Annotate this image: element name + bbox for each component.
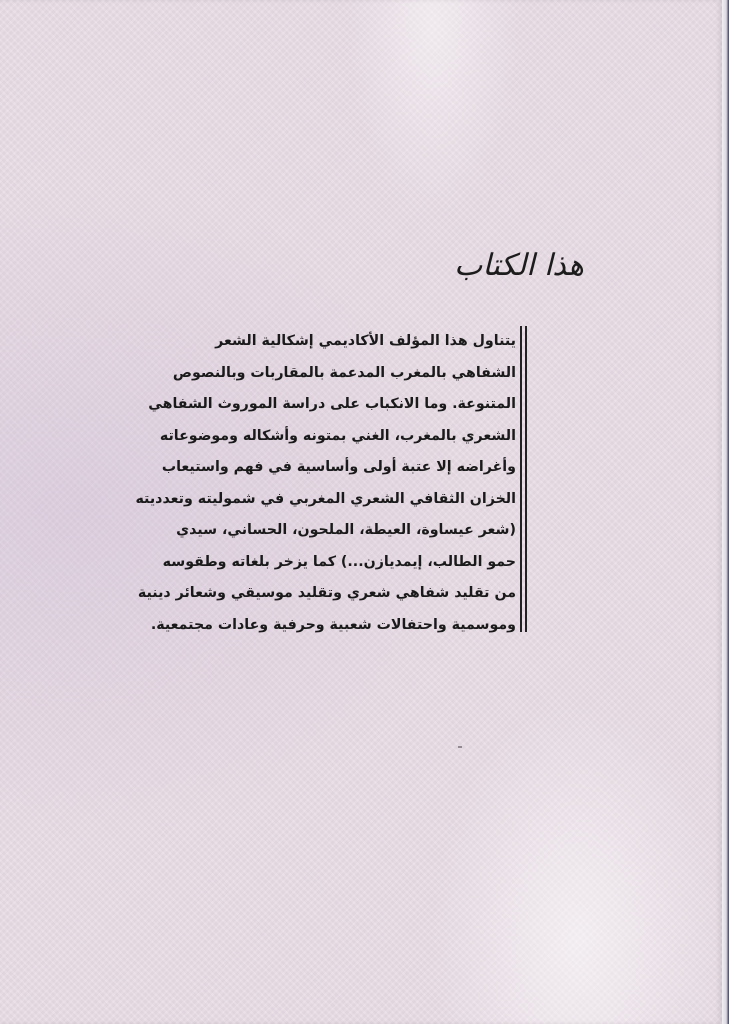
blurb-line: وأغراضه إلا عتبة أولى وأساسية في فهم واستيعاب [161,459,516,475]
book-spine-edge [722,0,729,1024]
blurb-line: المتنوعة. وما الانكباب على دراسة الموروث الشفاهي [148,396,516,412]
blurb-paragraph [135,326,516,641]
vertical-rule-right [525,326,527,632]
vertical-rule-left [520,326,522,632]
cover-heading: هذا الكتاب [454,248,584,283]
blurb-line: من تقليد شفاهي شعري وتقليد موسيقي وشعائر دينية [137,585,516,601]
blurb-line: وموسمية واحتفالات شعبية وحرفية وعادات مجتمعية. [150,616,516,633]
blurb-line: الشعري بالمغرب، الغني بمتونه وأشكاله وموضوعاته [159,427,516,444]
blurb-line: (شعر عيساوة، العيطة، الملحون، الحساني، سيدي [176,522,516,538]
blurb-line: حمو الطالب، إيمديازن...) كما يزخر بلغاته وطقوسه [162,553,516,570]
paper-speck [458,746,462,748]
blurb-line: الخزان الثقافي الشعري المغربي في شموليته وتعدديته [135,490,516,507]
blurb-line: يتناول هذا المؤلف الأكاديمي إشكالية الشعر [215,333,516,349]
blurb-line: الشفاهي بالمغرب المدعمة بالمقاربات وبالنصوص [172,364,516,381]
